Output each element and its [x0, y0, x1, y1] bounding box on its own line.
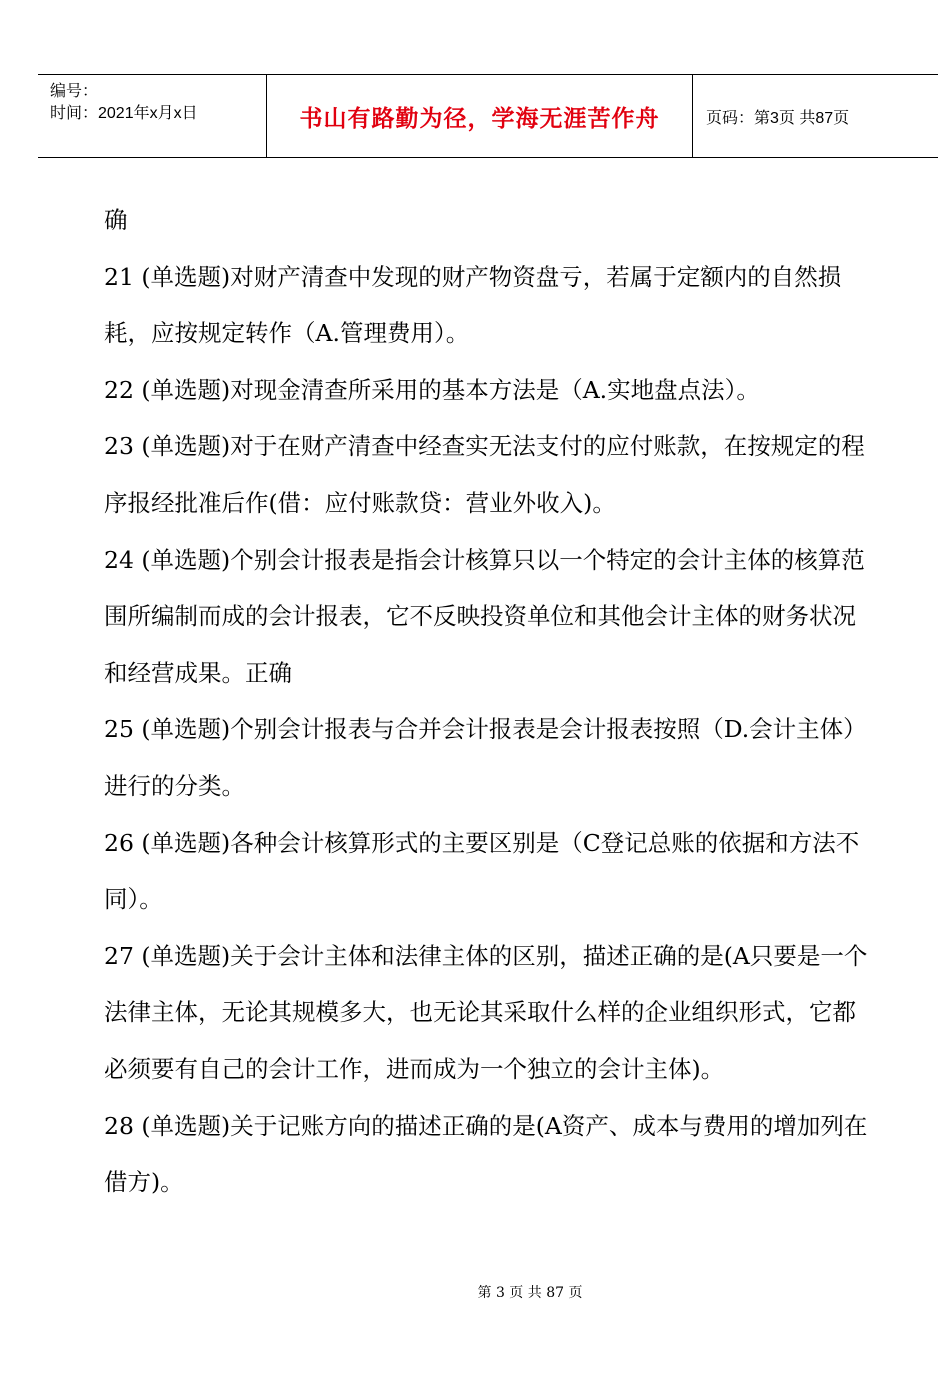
- question-22: 22 (单选题)对现金清查所采用的基本方法是（A.实地盘点法）。: [104, 375, 760, 404]
- document-header: [38, 74, 938, 158]
- question-24: 24 (单选题)个别会计报表是指会计核算只以一个特定的会计主体的核算范围所编制而成的会计报表，它不反映投资单位和其他会计主体的财务状况和经营成果。正确: [104, 545, 865, 687]
- question-21: 21 (单选题)对财产清查中发现的财产物资盘亏，若属于定额内的自然损耗，应按规定转作（A.管理费用）。: [104, 262, 842, 348]
- header-motto: 书山有路勤为径，学海无涯苦作舟: [299, 104, 660, 131]
- question-25: 25 (单选题)个别会计报表与合并会计报表是会计报表按照（D.会计主体）进行的分类。: [104, 715, 867, 800]
- date-line: 时间：2021年x月x日: [50, 105, 198, 122]
- question-28: 28 (单选题)关于记账方向的描述正确的是(A资产、成本与费用的增加列在借方)。: [104, 1111, 868, 1197]
- header-page-info: 页码：第3页 共87页: [706, 109, 850, 127]
- serial-number-label: 编号：: [50, 83, 99, 100]
- paragraph: 确: [104, 206, 128, 234]
- page-footer: 第 3 页 共 87 页: [477, 1285, 583, 1301]
- question-26: 26 (单选题)各种会计核算形式的主要区别是（C登记总账的依据和方法不同）。: [104, 828, 860, 914]
- question-27: 27 (单选题)关于会计主体和法律主体的区别，描述正确的是(A只要是一个法律主体，无论其规模多大，也无论其采取什么样的企业组织形式，它都必须要有自己的会计工作，进而成为一个独立的会计主体)。: [104, 941, 868, 1083]
- document-body: [104, 192, 876, 1211]
- header-divider: [692, 75, 693, 157]
- question-23: 23 (单选题)对于在财产清查中经查实无法支付的应付账款，在按规定的程序报经批准后作(借：应付账款贷：营业外收入)。: [104, 432, 865, 517]
- header-meta: [50, 81, 198, 125]
